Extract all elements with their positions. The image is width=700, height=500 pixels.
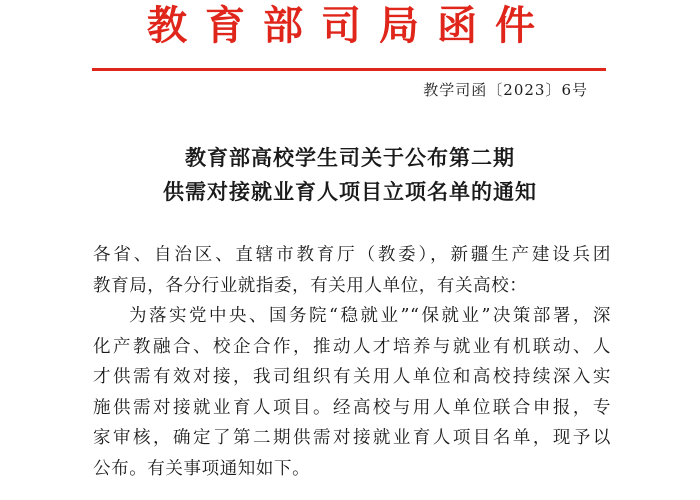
notice-title-line-2: 供需对接就业育人项目立项名单的通知 — [163, 180, 537, 204]
letterhead-red-rule — [92, 68, 606, 71]
letterhead-title: 教育部司局函件 — [147, 2, 553, 49]
paragraph-line-2: 化产教融合、校企合作，推动人才培养与就业有机联动、人 — [93, 336, 611, 357]
paragraph-line-5: 家审核，确定了第二期供需对接就业育人项目名单，现予以 — [93, 428, 611, 448]
paragraph-line-6: 公布。有关事项通知如下。 — [93, 458, 311, 479]
notice-title-line-1: 教育部高校学生司关于公布第二期 — [185, 146, 515, 170]
paragraph-line-3: 才供需有效对接，我司组织有关用人单位和高校持续深入实 — [93, 367, 611, 387]
addressee-line-1: 各省、自治区、直辖市教育厅（教委），新疆生产建设兵团 — [93, 245, 611, 265]
document-number: 教学司函〔2023〕6号 — [423, 81, 588, 99]
notice-body — [93, 240, 611, 484]
paragraph-line-1: 为落实党中央、国务院“稳就业”“保就业”决策部署，深 — [129, 306, 611, 326]
paragraph-line-4: 施供需对接就业育人项目。经高校与用人单位联合申报，专 — [93, 397, 611, 418]
notice-title — [0, 141, 700, 209]
addressee-line-2: 教育局，各分行业就指委，有关用人单位，有关高校： — [93, 275, 528, 296]
